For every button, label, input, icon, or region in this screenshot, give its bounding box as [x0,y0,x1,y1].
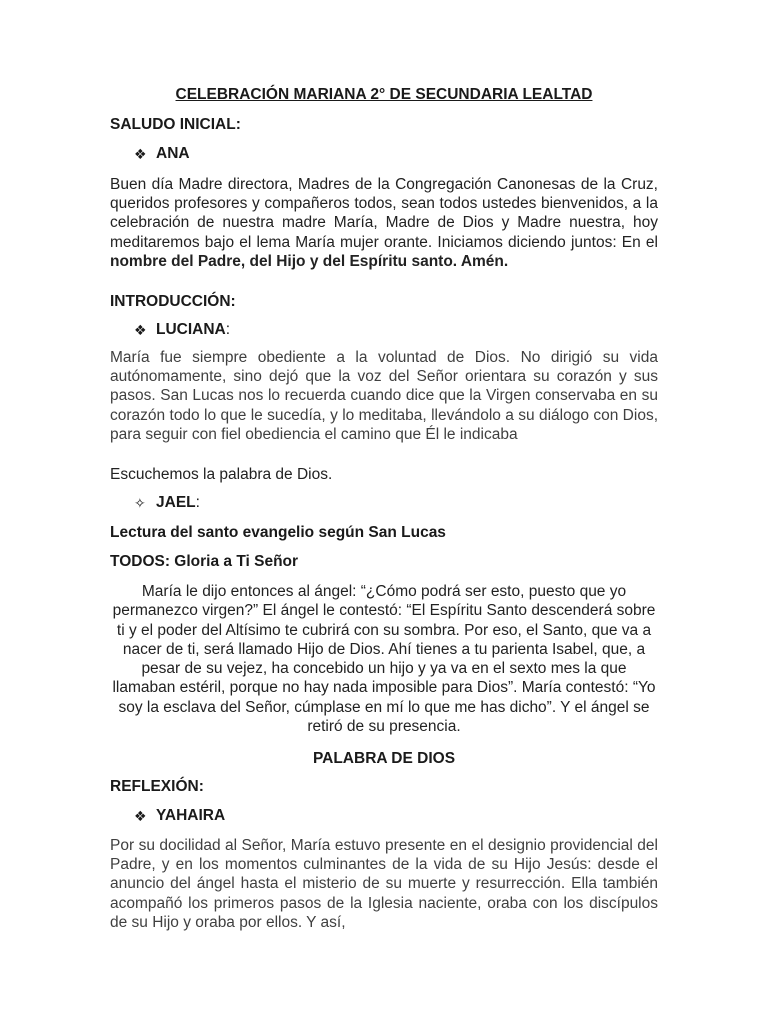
speaker-yahaira [134,807,225,825]
speaker-ana [134,145,190,163]
diamond-bullet-icon: ❖ [134,145,147,162]
speaker-colon: : [225,321,231,338]
speaker-name: JAEL [156,494,196,511]
document-title: CELEBRACIÓN MARIANA 2° DE SECUNDARIA LEALTAD [175,86,593,103]
saludo-bold-text: nombre del Padre, del Hijo y del Espíritu santo. Amén. [110,252,509,270]
saludo-text: Buen día Madre directora, Madres de la Congregación Canonesas de la Cruz, queridos profesores y compañeros todos, sean todos ustedes bienvenidos, a la celebración de nuestra madre María, Madre de Dios y Madre nuestra, hoy meditaremos bajo el lema María mujer orante. Iniciamos diciendo juntos: En el [110,176,658,251]
reflexion-paragraph: Por su docilidad al Señor, María estuvo presente en el designio providencial del Padre, y en los momentos culminantes de la vida de su Hijo Jesús: desde el anuncio del ángel hasta el misterio de su muerte y resurrección. Ella también acompañó los primeros pasos de la Iglesia naciente, oraba con los discípulos de su Hijo y oraba por ellos. Y así, [110,837,658,931]
speaker-name: YAHAIRA [156,807,226,824]
todos-response: TODOS: Gloria a Ti Señor [110,553,299,570]
section-heading-introduccion: INTRODUCCIÓN: [110,293,236,310]
lectura-title: Lectura del santo evangelio según San Lucas [110,524,446,541]
speaker-luciana [134,321,230,339]
palabra-de-dios: PALABRA DE DIOS [312,750,456,767]
introduccion-paragraph: María fue siempre obediente a la voluntad de Dios. No dirigió su vida autónomamente, sino dejó que la voz del Señor orientara su corazón y sus pasos. San Lucas nos lo recuerda cuando dice que la Virgen conservaba en su corazón todo lo que le sucedía, y lo meditaba, llevándolo a su diálogo con Dios, para seguir con fiel obediencia el camino que Él le indicaba [110,349,658,443]
diamond-bullet-icon: ❖ [134,807,147,824]
speaker-name: ANA [156,145,190,162]
section-heading-reflexion: REFLEXIÓN: [110,778,204,795]
gospel-reading: María le dijo entonces al ángel: “¿Cómo podrá ser esto, puesto que yo permanezco virgen?” El ángel le contestó: “El Espíritu Santo descenderá sobre ti y el poder del Altísimo te cubrirá con su sombra. Por eso, el Santo, que va a nacer de ti, será llamado Hijo de Dios. Ahí tienes a tu parienta Isabel, que, a pesar de su vejez, ha concebido un hijo y ya va en el sexto mes la que llamaban estéril, porque no hay nada imposible para Dios”. María contestó: “Yo soy la esclava del Señor, cúmplase en mí lo que me has dicho”. Y el ángel se retiró de su presencia. [112,583,656,736]
saludo-paragraph [110,175,658,271]
outline-diamond-bullet-icon: ✧ [134,494,146,511]
diamond-bullet-icon: ❖ [134,321,147,338]
speaker-jael [134,494,200,512]
escuchemos-line: Escuchemos la palabra de Dios. [110,466,333,483]
speaker-name: LUCIANA [156,321,226,338]
section-heading-saludo: SALUDO INICIAL: [110,116,241,133]
speaker-colon: : [195,494,200,511]
